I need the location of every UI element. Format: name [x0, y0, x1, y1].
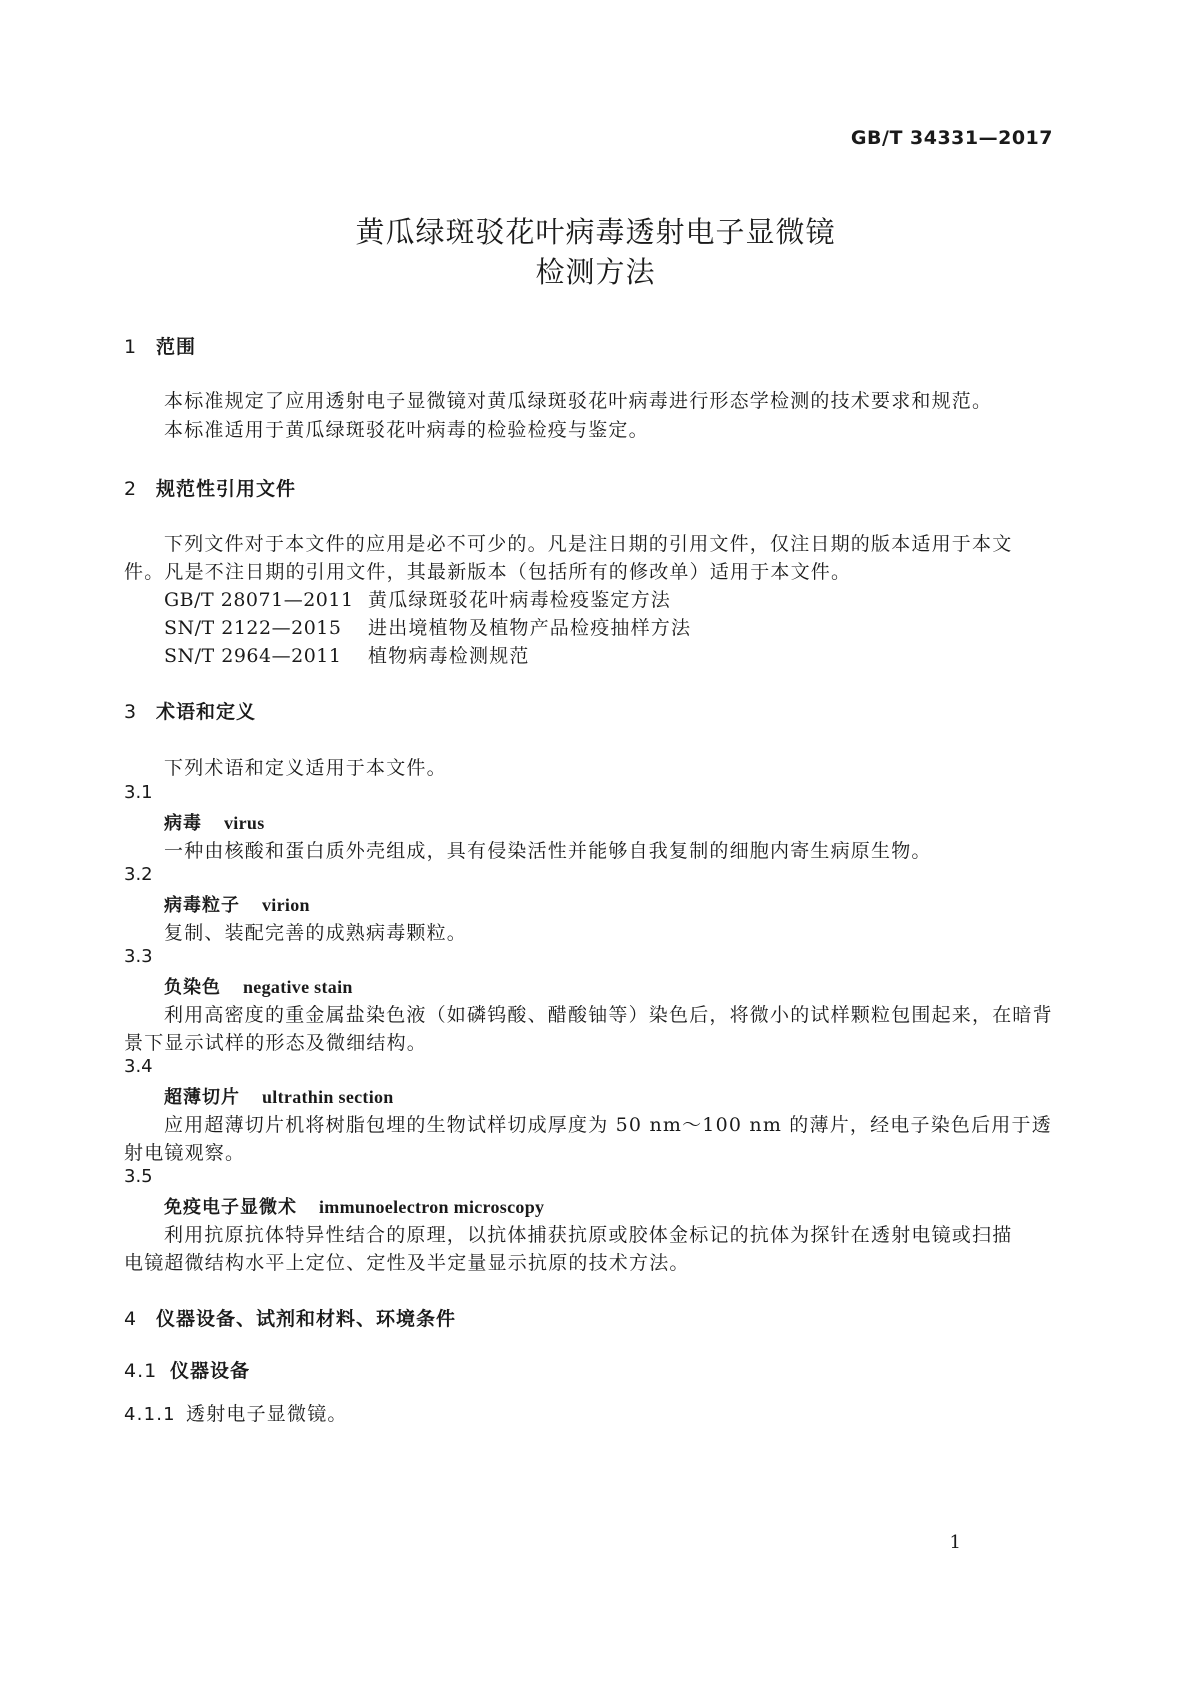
section-title: 范围	[156, 336, 197, 358]
term-definition-line2: 电镜超微结构水平上定位、定性及半定量显示抗原的技术方法。	[124, 1252, 690, 1274]
section-2-paragraph-line2: 件。凡是不注日期的引用文件，其最新版本（包括所有的修改单）适用于本文件。	[124, 561, 852, 583]
section-title: 规范性引用文件	[156, 478, 297, 500]
term-number: 3.3	[124, 946, 153, 967]
section-3-heading	[124, 697, 256, 724]
section-1-heading	[124, 332, 196, 359]
term-number: 3.1	[124, 782, 153, 803]
term-chinese: 免疫电子显微术	[164, 1197, 297, 1218]
subsection-number: 4.1	[124, 1360, 158, 1382]
subsection-title: 仪器设备	[170, 1360, 251, 1382]
term-definition: 复制、装配完善的成熟病毒颗粒。	[164, 922, 468, 944]
section-1-paragraph-2: 本标准适用于黄瓜绿斑驳花叶病毒的检验检疫与鉴定。	[164, 419, 649, 441]
section-3-intro: 下列术语和定义适用于本文件。	[164, 757, 447, 779]
section-number: 2	[124, 478, 138, 500]
document-title-line1: 黄瓜绿斑驳花叶病毒透射电子显微镜	[355, 215, 836, 249]
section-number: 1	[124, 336, 138, 358]
document-title-line2: 检测方法	[535, 255, 656, 289]
term-heading	[164, 891, 310, 917]
term-chinese: 病毒	[164, 813, 202, 834]
term-english: virion	[262, 895, 310, 915]
term-heading	[164, 1193, 544, 1219]
reference-code: SN/T 2964—2011	[164, 645, 342, 667]
section-number: 4	[124, 1308, 138, 1330]
reference-item	[164, 641, 530, 668]
term-english: ultrathin section	[262, 1087, 394, 1107]
term-definition-line1: 应用超薄切片机将树脂包埋的生物试样切成厚度为 50 nm～100 nm 的薄片，经电子染色后用于透	[164, 1114, 1052, 1136]
term-definition: 一种由核酸和蛋白质外壳组成，具有侵染活性并能够自我复制的细胞内寄生病原生物。	[164, 840, 932, 862]
reference-item	[164, 613, 691, 640]
reference-code: GB/T 28071—2011	[164, 589, 354, 611]
section-2-paragraph-line1: 下列文件对于本文件的应用是必不可少的。凡是注日期的引用文件，仅注日期的版本适用于本文	[164, 533, 1013, 555]
term-definition-line2: 射电镜观察。	[124, 1142, 246, 1164]
term-english: virus	[224, 813, 265, 833]
term-chinese: 病毒粒子	[164, 895, 240, 916]
term-definition-line1: 利用高密度的重金属盐染色液（如磷钨酸、醋酸铀等）染色后，将微小的试样颗粒包围起来，在暗背	[164, 1004, 1053, 1026]
reference-item	[164, 585, 671, 612]
term-definition-line1: 利用抗原抗体特异性结合的原理，以抗体捕获抗原或胶体金标记的抗体为探针在透射电镜或扫描	[164, 1224, 1013, 1246]
item-number: 4.1.1	[124, 1404, 176, 1425]
term-number: 3.4	[124, 1056, 153, 1077]
reference-name: 黄瓜绿斑驳花叶病毒检疫鉴定方法	[368, 589, 672, 611]
section-2-heading	[124, 474, 296, 501]
term-chinese: 负染色	[164, 977, 221, 998]
section-title: 仪器设备、试剂和材料、环境条件	[156, 1308, 457, 1330]
reference-code: SN/T 2122—2015	[164, 617, 342, 639]
term-heading	[164, 1083, 394, 1109]
term-chinese: 超薄切片	[164, 1087, 240, 1108]
section-1-paragraph-1: 本标准规定了应用透射电子显微镜对黄瓜绿斑驳花叶病毒进行形态学检测的技术要求和规范。	[164, 390, 993, 412]
page-number: 1	[949, 1532, 961, 1553]
section-title: 术语和定义	[156, 701, 257, 723]
item-4-1-1	[124, 1399, 348, 1426]
term-number: 3.5	[124, 1166, 153, 1187]
reference-name: 植物病毒检测规范	[368, 645, 530, 667]
section-number: 3	[124, 701, 138, 723]
reference-name: 进出境植物及植物产品检疫抽样方法	[368, 617, 692, 639]
section-4-1-heading	[124, 1356, 250, 1383]
term-english: immunoelectron microscopy	[319, 1197, 545, 1217]
term-definition-line2: 景下显示试样的形态及微细结构。	[124, 1032, 428, 1054]
standard-code: GB/T 34331—2017	[850, 127, 1053, 149]
term-heading	[164, 809, 265, 835]
section-4-heading	[124, 1304, 456, 1331]
term-heading	[164, 973, 353, 999]
term-english: negative stain	[243, 977, 353, 997]
item-text: 透射电子显微镜。	[186, 1403, 348, 1425]
term-number: 3.2	[124, 864, 153, 885]
